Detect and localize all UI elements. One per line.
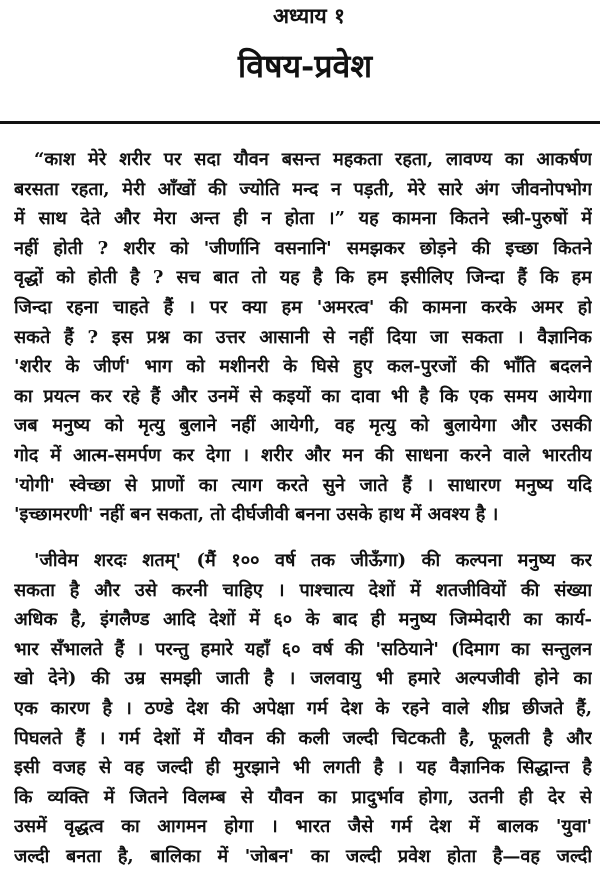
chapter-title: विषय-प्रवेश: [237, 47, 373, 85]
text-line: सकता है और उसे करनी चाहिए । पाश्चात्य देशों में शतजीवियों की संख्या: [14, 579, 592, 601]
text-line: “काश मेरे शरीर पर सदा यौवन बसन्त महकता रहता, लावण्य का आकर्षण: [34, 149, 592, 170]
text-line: उसमें वृद्धत्व का आगमन होगा । भारत जैसे गर्म देश में बालक 'युवा': [14, 816, 592, 838]
text-line: में साथ देते और मेरा अन्त ही न होता ।” यह कामना कितने स्त्री-पुरुषों में: [14, 208, 592, 230]
text-line: 'शरीर के जीर्ण' भाग को मशीनरी के घिसे हुए कल-पुरजों की भाँति बदलने: [14, 356, 592, 378]
paragraph-1: [14, 145, 592, 530]
text-line: गोद में आत्म-समर्पण कर देगा । शरीर और मन की साधना करने वाले भारतीय: [14, 444, 592, 466]
text-line: 'योगी' स्वेच्छा से प्राणों का त्याग करते सुने जाते हैं । साधारण मनुष्य यदि: [14, 474, 592, 496]
text-line: जिन्दा रहना चाहते हैं । पर क्या हम 'अमरत्व' की कामना करके अमर हो: [14, 296, 592, 318]
text-line: अधिक है, इंगलैण्ड आदि देशों में ६० के बाद ही मनुष्य जिम्मेदारी का कार्य-: [14, 609, 592, 631]
text-line: बरसता रहता, मेरी आँखों की ज्योति मन्द न पड़ती, मेरे सारे अंग जीवनोपभोग: [14, 178, 592, 200]
text-line: नहीं होती ? शरीर को 'जीर्णानि वसनानि' समझकर छोड़ने की इच्छा कितने: [14, 237, 592, 259]
text-line: भार सँभालते हैं । परन्तु हमारे यहाँ ६० वर्ष की 'सठियाने' (दिमाग का सन्तुलन: [14, 638, 592, 660]
text-line: कि व्यक्ति में जितने विलम्ब से यौवन का प्रादुर्भाव होगा, उतनी ही देर से: [14, 786, 592, 808]
text-line: का प्रयत्न कर रहे हैं और उनमें से कइयों का दावा भी है कि एक समय आयेगा: [14, 385, 592, 407]
text-line: खो देने) की उम्र समझी जाती है । जलवायु भी हमारे अल्पजीवी होने का: [14, 668, 592, 690]
text-line: पिघलते हैं । गर्म देशों में यौवन की कली जल्दी चिटकती है, फूलती है और: [14, 727, 592, 749]
chapter-number: अध्याय १: [273, 3, 345, 28]
text-line: जब मनुष्य को मृत्यु बुलाने नहीं आयेगी, वह मृत्यु को बुलायेगा और उसकी: [14, 415, 592, 437]
text-line: 'जीवेम शरदः शतम्' (मैं १०० वर्ष तक जीऊँगा) की कल्पना मनुष्य कर: [34, 550, 592, 571]
text-line: इसी वजह से वह जल्दी ही मुरझाने भी लगती है । यह वैज्ञानिक सिद्धान्त है: [14, 757, 592, 779]
text-line: एक कारण है । ठण्डे देश की अपेक्षा गर्म देश के रहने वाले शीघ्र छीजते हैं,: [14, 697, 592, 719]
text-line: वृद्धों को होती है ? सच बात तो यह है कि हम इसीलिए जिन्दा हैं कि हम: [14, 267, 592, 289]
paragraph-2: [14, 546, 592, 872]
text-line: 'इच्छामरणी' नहीं बन सकता, तो दीर्घजीवी बनना उसके हाथ में अवश्य है ।: [14, 504, 499, 526]
title-rule: [0, 121, 600, 124]
text-line: सकते हैं ? इस प्रश्न का उत्तर आसानी से नहीं दिया जा सकता । वैज्ञानिक: [14, 326, 592, 348]
text-line: जल्दी बनता है, बालिका में 'जोबन' का जल्दी प्रवेश होता है—वह जल्दी: [14, 845, 592, 867]
